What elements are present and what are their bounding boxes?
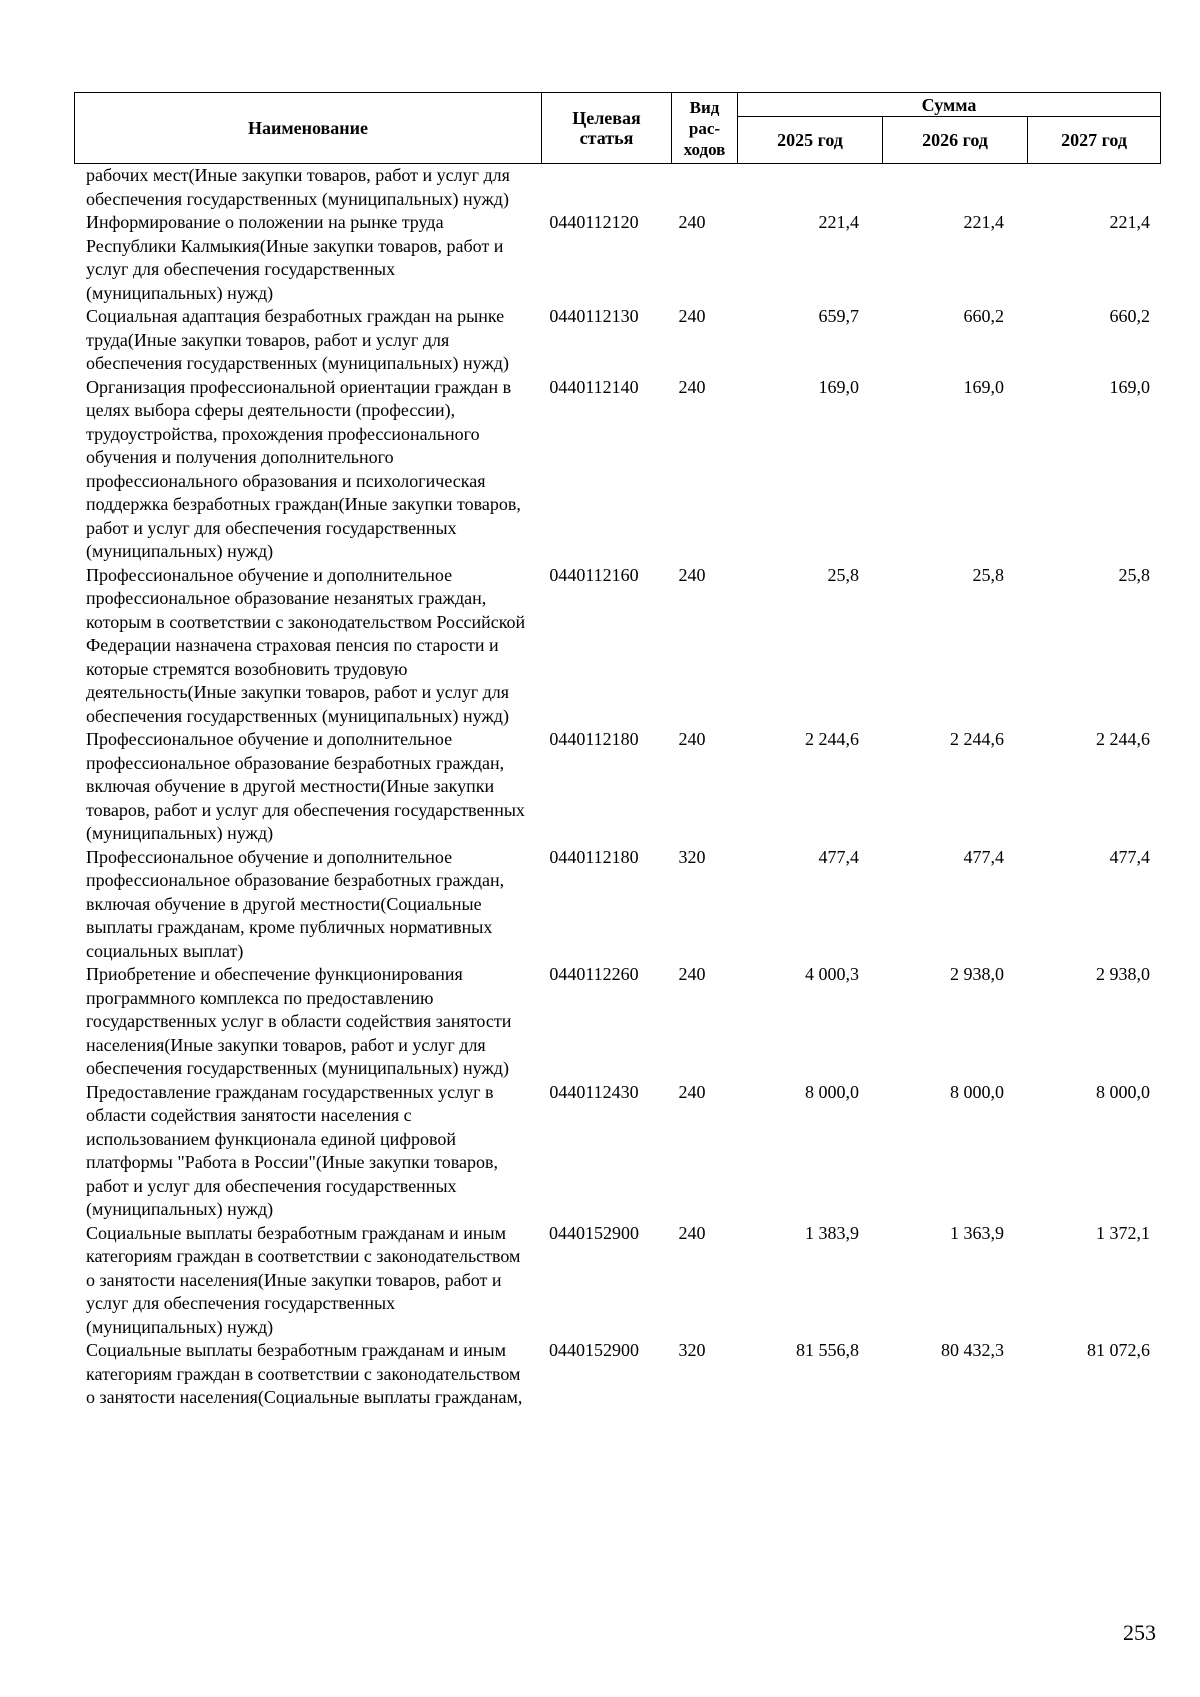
row-amount-2027: 25,8 <box>1118 564 1150 585</box>
row-amount-2027: 2 938,0 <box>1096 964 1150 984</box>
header-2027: 2027 год <box>1028 117 1161 164</box>
row-target-article: 0440112120 <box>549 212 639 232</box>
row-amount-2026: 25,8 <box>972 564 1004 585</box>
row-expense-kind: 240 <box>678 729 706 749</box>
row-name: рабочих мест(Иные закупки товаров, работ и услуг для обеспечения государственных (муниципальных) нужд) <box>86 165 510 209</box>
table-row <box>74 846 1160 964</box>
row-expense-kind: 240 <box>678 564 706 585</box>
table-row <box>74 1081 1160 1222</box>
row-name: Социальные выплаты безработным гражданам и иным категориям граждан в соответствии с законодательством о занятости населения(Иные закупки товаров, работ и услуг для обеспечения государственных (муниципальных) нужд) <box>86 1222 521 1337</box>
row-expense-kind: 240 <box>678 964 706 984</box>
row-amount-2026: 660,2 <box>963 306 1004 326</box>
row-target-article: 0440112180 <box>549 846 639 867</box>
row-expense-kind: 240 <box>678 212 706 232</box>
table-row <box>74 564 1160 729</box>
row-name: Информирование о положении на рынке труда Республики Калмыкия(Иные закупки товаров, работ и услуг для обеспечения государственных (муниципальных) нужд) <box>86 212 504 303</box>
row-expense-kind: 320 <box>678 1340 706 1360</box>
header-name: Наименование <box>75 93 542 164</box>
row-amount-2026: 2 938,0 <box>950 964 1004 984</box>
row-amount-2025: 221,4 <box>818 212 859 232</box>
row-expense-kind: 240 <box>678 376 706 397</box>
row-target-article: 0440152900 <box>549 1222 639 1243</box>
row-name: Профессиональное обучение и дополнительное профессиональное образование безработных граждан, включая обучение в другой местности(Социальные выплаты гражданам, кроме публичных нормативных социальных выплат) <box>86 846 505 961</box>
header-2026: 2026 год <box>883 117 1028 164</box>
row-amount-2026: 1 363,9 <box>950 1222 1004 1243</box>
header-expense-kind: Вид рас- ходов <box>672 93 738 164</box>
page-number: 253 <box>1123 1620 1156 1645</box>
row-amount-2027: 660,2 <box>1109 306 1150 326</box>
row-name: Профессиональное обучение и дополнительное профессиональное образование незанятых граждан, которым в соответствии с законодательством Российской Федерации назначена страховая пенсия по старости и которые стремятся возобновить трудовую деятельность(Иные закупки товаров, работ и услуг для обеспечения государственных (муниципальных) нужд) <box>86 564 526 726</box>
row-name: Профессиональное обучение и дополнительное профессиональное образование безработных граждан, включая обучение в другой местности(Иные закупки товаров, работ и услуг для обеспечения государственных (муниципальных) нужд) <box>86 729 525 843</box>
row-amount-2027: 2 244,6 <box>1096 729 1150 749</box>
row-expense-kind: 240 <box>678 1222 706 1243</box>
table-row <box>74 1222 1160 1340</box>
row-name: Социальные выплаты безработным гражданам и иным категориям граждан в соответствии с законодательством о занятости населения(Социальные выплаты гражданам, <box>86 1340 523 1407</box>
row-amount-2027: 221,4 <box>1109 212 1150 232</box>
row-target-article: 0440112180 <box>549 729 639 749</box>
row-expense-kind: 240 <box>678 306 706 326</box>
row-target-article: 0440112430 <box>549 1081 639 1102</box>
row-expense-kind: 240 <box>678 1081 706 1102</box>
row-name: Организация профессиональной ориентации граждан в целях выбора сферы деятельности (профессии), трудоустройства, прохождения профессионального обучения и получения дополнительного профессионального образования и психологическая поддержка безработных граждан(Иные закупки товаров, работ и услуг для обеспечения государственных (муниципальных) нужд) <box>86 376 521 561</box>
row-amount-2025: 81 556,8 <box>796 1340 859 1360</box>
row-expense-kind: 320 <box>678 846 706 867</box>
row-target-article: 0440112130 <box>549 306 639 326</box>
row-amount-2026: 2 244,6 <box>950 729 1004 749</box>
table-row <box>74 376 1160 564</box>
row-amount-2026: 221,4 <box>963 212 1004 232</box>
table-row <box>74 164 1160 211</box>
header-target-article: Целевая статья <box>542 93 672 164</box>
row-name: Приобретение и обеспечение функционирования программного комплекса по предоставлению государственных услуг в области содействия занятости населения(Иные закупки товаров, работ и услуг для обеспечения государственных (муниципальных) нужд) <box>86 964 512 1078</box>
row-amount-2027: 81 072,6 <box>1087 1340 1150 1360</box>
row-target-article: 0440112260 <box>549 964 639 984</box>
row-amount-2025: 659,7 <box>818 306 859 326</box>
table-body <box>74 164 1160 1410</box>
row-amount-2027: 477,4 <box>1109 846 1150 867</box>
row-target-article: 0440112160 <box>549 564 639 585</box>
row-amount-2025: 2 244,6 <box>805 729 859 749</box>
row-amount-2027: 8 000,0 <box>1096 1081 1150 1102</box>
row-name: Социальная адаптация безработных граждан на рынке труда(Иные закупки товаров, работ и услуг для обеспечения государственных (муниципальных) нужд) <box>86 306 509 373</box>
table-row <box>74 963 1160 1081</box>
row-amount-2025: 8 000,0 <box>805 1081 859 1102</box>
table-row <box>74 728 1160 846</box>
row-amount-2025: 169,0 <box>818 376 859 397</box>
row-amount-2027: 169,0 <box>1109 376 1150 397</box>
row-amount-2026: 8 000,0 <box>950 1081 1004 1102</box>
row-amount-2025: 25,8 <box>827 564 859 585</box>
table-row <box>74 305 1160 376</box>
row-amount-2026: 169,0 <box>963 376 1004 397</box>
table-header <box>74 92 1161 164</box>
table-row <box>74 1339 1160 1410</box>
header-sum: Сумма <box>738 93 1161 117</box>
row-amount-2025: 477,4 <box>818 846 859 867</box>
row-amount-2027: 1 372,1 <box>1096 1222 1150 1243</box>
row-amount-2026: 477,4 <box>963 846 1004 867</box>
row-amount-2025: 4 000,3 <box>805 964 859 984</box>
row-amount-2026: 80 432,3 <box>941 1340 1004 1360</box>
row-target-article: 0440152900 <box>549 1340 639 1360</box>
row-name: Предоставление гражданам государственных услуг в области содействия занятости населения с использованием функционала единой цифровой платформы "Работа в России"(Иные закупки товаров, работ и услуг для обеспечения государственных (муниципальных) нужд) <box>86 1081 499 1219</box>
header-2025: 2025 год <box>738 117 883 164</box>
row-amount-2025: 1 383,9 <box>805 1222 859 1243</box>
row-target-article: 0440112140 <box>549 376 639 397</box>
table-row <box>74 211 1160 305</box>
